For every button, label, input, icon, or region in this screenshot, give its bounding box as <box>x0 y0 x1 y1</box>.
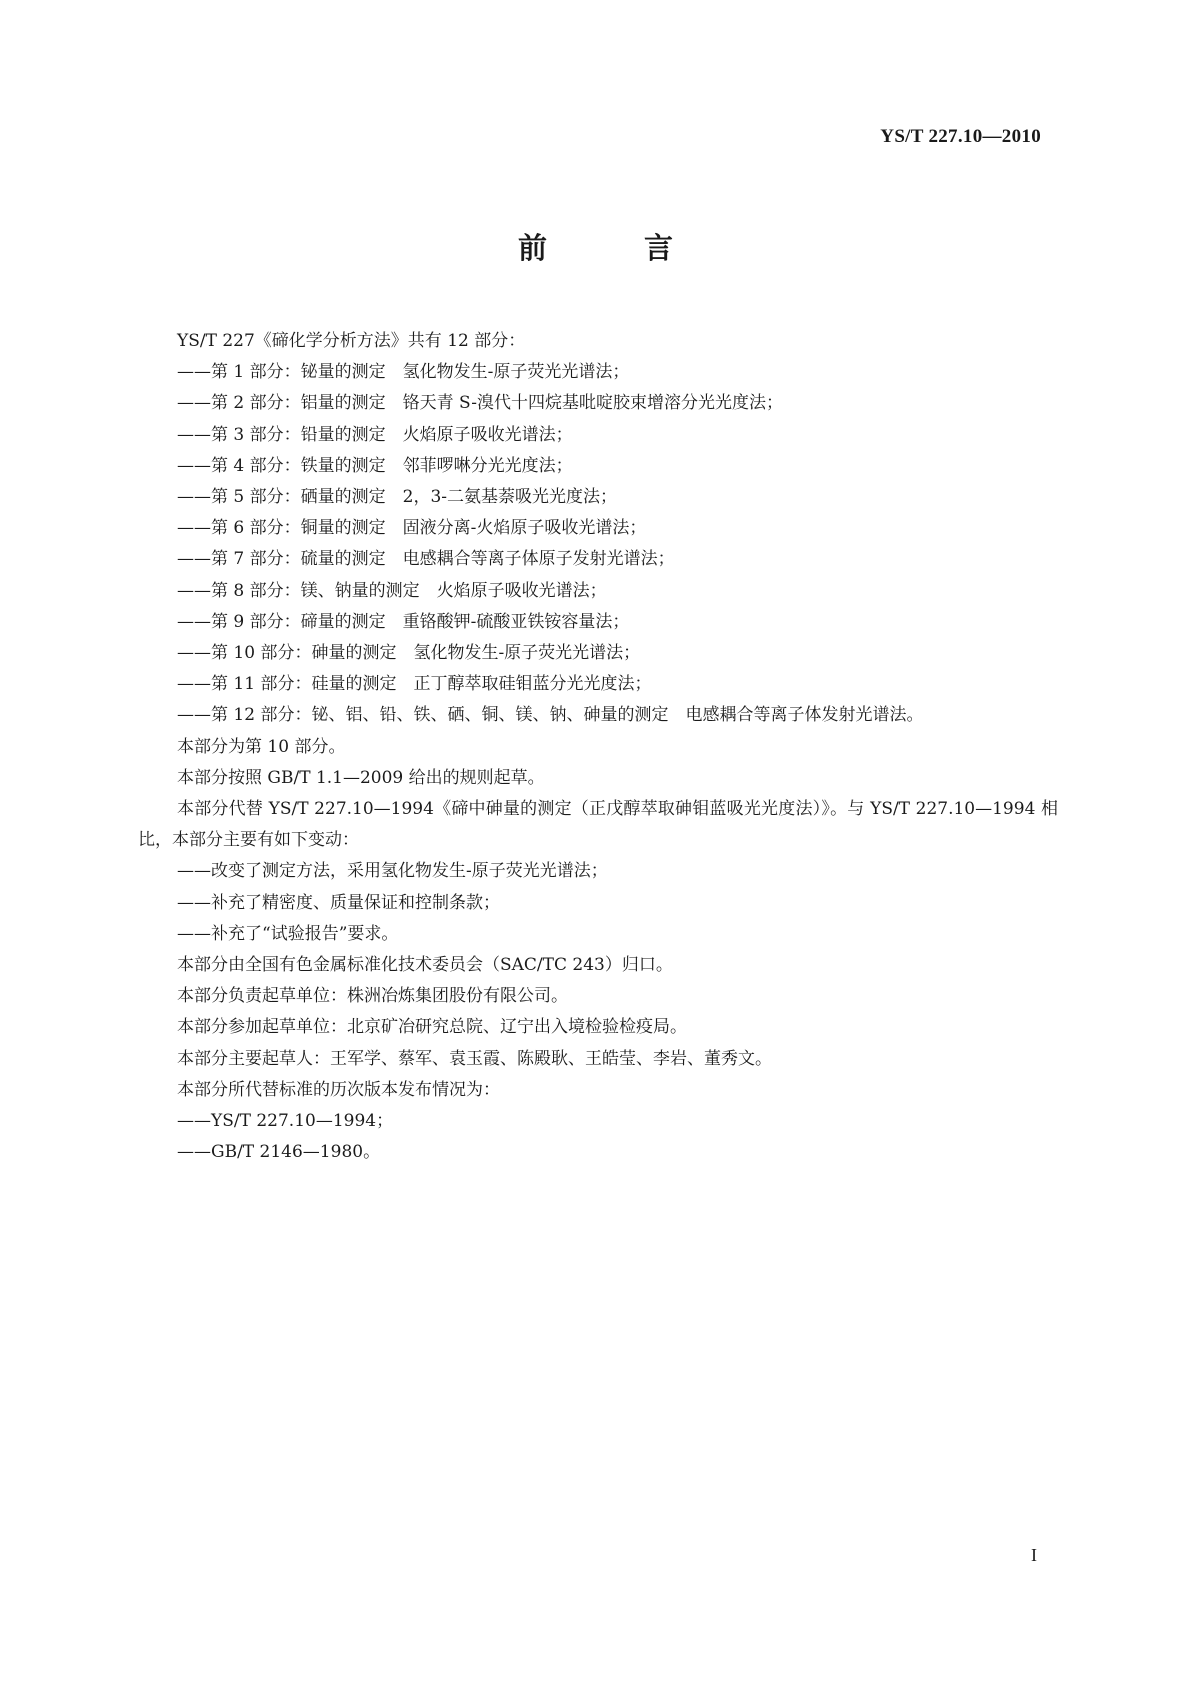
paragraph-replaces: 本部分代替 YS/T 227.10—1994《碲中砷量的测定（正戊醇萃取砷钼蓝吸光光度法）》。与 YS/T 227.10—1994 相比，本部分主要有如下变动： <box>138 799 1058 851</box>
list-item-part-1: ——第 1 部分：铋量的测定 氢化物发生-原子荧光光谱法； <box>177 362 630 383</box>
paragraph-drafting-rules: 本部分按照 GB/T 1.1—2009 给出的规则起草。 <box>177 767 545 788</box>
list-item-part-2: ——第 2 部分：铝量的测定 铬天青 S-溴代十四烷基吡啶胶束增溶分光光度法； <box>177 393 784 414</box>
list-item-part-10: ——第 10 部分：砷量的测定 氢化物发生-原子荧光光谱法； <box>177 643 641 664</box>
paragraph-intro: YS/T 227《碲化学分析方法》共有 12 部分： <box>177 331 526 351</box>
list-item-change-2: ——补充了精密度、质量保证和控制条款； <box>177 892 500 913</box>
paragraph-participating-units: 本部分参加起草单位：北京矿冶研究总院、辽宁出入境检验检疫局。 <box>177 1017 687 1038</box>
list-item-part-6: ——第 6 部分：铜量的测定 固液分离-火焰原子吸收光谱法； <box>177 518 647 539</box>
list-item-part-4: ——第 4 部分：铁量的测定 邻菲啰啉分光光度法； <box>177 455 573 476</box>
list-item-part-3: ——第 3 部分：铅量的测定 火焰原子吸收光谱法； <box>177 424 573 445</box>
paragraph-this-part: 本部分为第 10 部分。 <box>177 736 346 757</box>
list-item-part-11: ——第 11 部分：硅量的测定 正丁醇萃取硅钼蓝分光光度法； <box>177 674 652 695</box>
paragraph-committee: 本部分由全国有色金属标准化技术委员会（SAC/TC 243）归口。 <box>177 955 673 976</box>
standard-number: YS/T 227.10—2010 <box>880 126 1041 147</box>
list-item-version-1: ——YS/T 227.10—1994； <box>177 1111 394 1132</box>
page-number: I <box>1031 1545 1037 1565</box>
list-item-change-1: ——改变了测定方法，采用氢化物发生-原子荧光光谱法； <box>177 861 608 882</box>
paragraph-responsible-unit: 本部分负责起草单位：株洲冶炼集团股份有限公司。 <box>177 986 568 1007</box>
list-item-part-9: ——第 9 部分：碲量的测定 重铬酸钾-硫酸亚铁铵容量法； <box>177 611 630 632</box>
paragraph-version-history: 本部分所代替标准的历次版本发布情况为： <box>177 1079 500 1100</box>
list-item-version-2: ——GB/T 2146—1980。 <box>177 1142 381 1163</box>
list-item-part-12: ——第 12 部分：铋、铝、铅、铁、硒、铜、镁、钠、砷量的测定 电感耦合等离子体发射光谱法。 <box>177 705 924 726</box>
list-item-part-5: ——第 5 部分：硒量的测定 2，3-二氨基萘吸光光度法； <box>177 487 617 508</box>
list-item-part-7: ——第 7 部分：硫量的测定 电感耦合等离子体原子发射光谱法； <box>177 549 675 570</box>
page-title: 前 言 <box>517 231 707 265</box>
foreword-body <box>138 326 1058 1168</box>
paragraph-drafters: 本部分主要起草人：王军学、蔡军、袁玉霞、陈殿耿、王皓莹、李岩、董秀文。 <box>177 1048 772 1069</box>
list-item-change-3: ——补充了“试验报告”要求。 <box>177 923 399 944</box>
list-item-part-8: ——第 8 部分：镁、钠量的测定 火焰原子吸收光谱法； <box>177 580 607 601</box>
